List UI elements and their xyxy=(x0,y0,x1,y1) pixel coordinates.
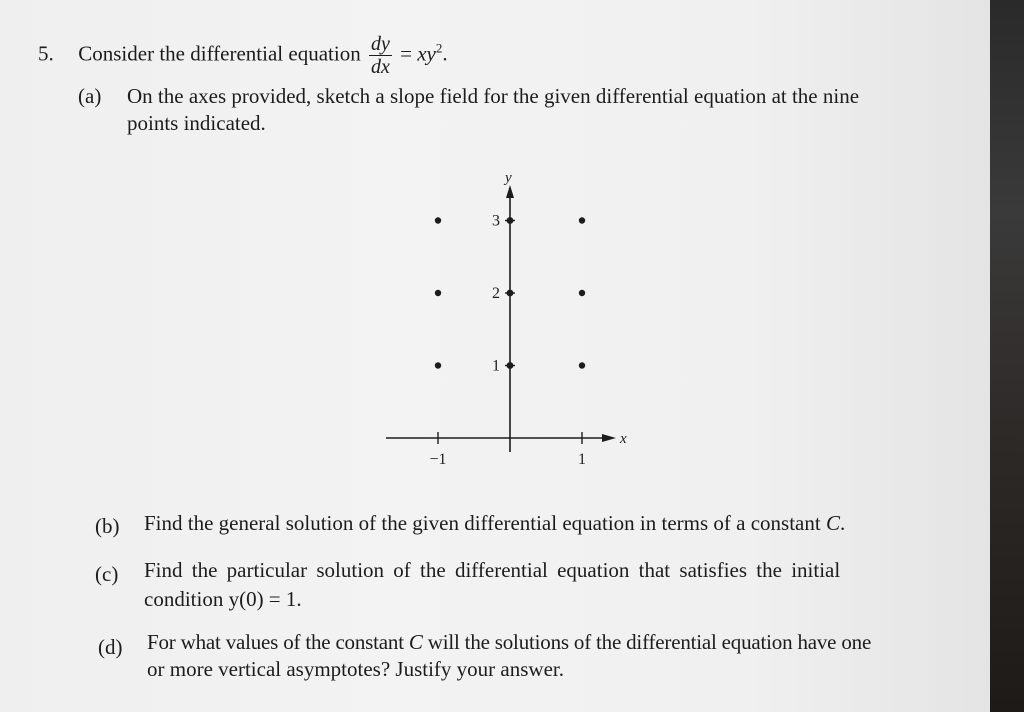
fraction-denominator: dx xyxy=(370,56,390,78)
equation-equals: = xyxy=(400,41,412,66)
slope-field-point xyxy=(507,290,514,297)
part-d-line2: or more vertical asymptotes? Justify your answer. xyxy=(147,657,564,681)
part-b-line1 xyxy=(144,513,845,534)
part-d-text-a: For what values of the constant xyxy=(147,630,404,654)
part-a-line2: points indicated. xyxy=(127,111,266,135)
derivative-fraction xyxy=(369,34,392,77)
part-b-end: . xyxy=(839,511,846,535)
y-axis-arrow xyxy=(506,185,514,198)
slope-field-point xyxy=(579,290,585,296)
part-d-label: (d) xyxy=(98,635,123,659)
slope-field-point xyxy=(435,217,441,223)
y-tick-label: 3 xyxy=(492,212,500,230)
slope-field-point xyxy=(579,217,585,223)
x-tick-label: −1 xyxy=(429,451,447,468)
part-b-label: (b) xyxy=(95,514,120,538)
slope-field-point xyxy=(435,362,441,368)
x-axis-arrow xyxy=(602,434,616,442)
equation-end: . xyxy=(442,41,448,66)
slope-field-point xyxy=(579,362,585,368)
x-tick-label: 1 xyxy=(578,451,586,468)
dark-screen-edge xyxy=(990,0,1024,712)
part-a-line1: On the axes provided, sketch a slope field for the given differential equation at the nine xyxy=(127,84,860,108)
part-c-line1: Find the particular solution of the differential equation that satisfies the initial xyxy=(144,558,841,582)
part-d-constant: C xyxy=(408,630,423,654)
y-axis-label: y xyxy=(505,170,512,186)
problem-intro: Consider the differential equation xyxy=(78,41,361,66)
fraction-numerator: dy xyxy=(370,33,390,55)
problem-number: 5. xyxy=(38,41,54,66)
part-b-text: Find the general solution of the given differential equation in terms of a constant xyxy=(144,511,821,535)
slope-field-point xyxy=(507,362,514,369)
part-c-label: (c) xyxy=(95,562,119,586)
slope-field-point xyxy=(507,217,514,224)
part-a-label: (a) xyxy=(78,84,102,108)
equation-exponent: 2 xyxy=(435,40,443,56)
problem-statement xyxy=(38,34,448,77)
equation-rhs: xy xyxy=(417,41,436,66)
x-axis-label: x xyxy=(620,431,627,447)
y-tick-label: 2 xyxy=(492,285,500,302)
slope-field-axes xyxy=(380,162,640,472)
slope-field-point xyxy=(435,290,441,296)
part-c-line2: condition y(0) = 1. xyxy=(144,587,302,611)
part-d-text-b: will the solutions of the differential equation have one xyxy=(427,630,872,654)
part-d-line1 xyxy=(147,632,871,653)
part-b-constant: C xyxy=(825,511,840,535)
y-tick-label: 1 xyxy=(492,357,500,375)
